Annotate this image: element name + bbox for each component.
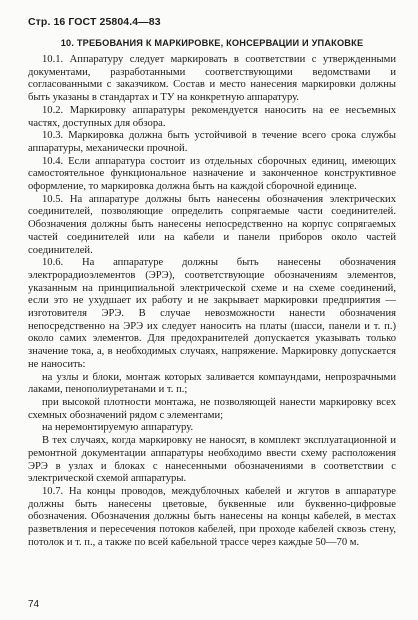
list-item-nonrepairable: на неремонтируемую аппаратуру. bbox=[42, 422, 194, 434]
paragraph-10-3: 10.3. Маркировка должна быть устойчивой в течение всего срока службы аппаратуры, механически прочной. bbox=[28, 130, 396, 154]
section-title: 10. ТРЕБОВАНИЯ К МАРКИРОВКЕ, КОНСЕРВАЦИИ И УПАКОВКЕ bbox=[60, 38, 364, 48]
paragraph-documentation: В тех случаях, когда маркировку не наносят, в комплект эксплуатационной и ремонтной документации аппаратуры необходимо ввести схему расположения ЭРЭ в узлах и блоках с нанесенными обозначениями в соответствии с электрической схемой аппаратуры. bbox=[28, 435, 396, 485]
paragraph-10-5: 10.5. На аппаратуре должны быть нанесены обозначения электрических соединителей, позволяющие определить сопрягаемые части соединителей. Обозначения должны быть нанесены непосредственно на корпус сопрягаемых частей соединителей или на кабели и панели приборов около частей соединителей. bbox=[28, 193, 396, 256]
running-title: Стр. 16 ГОСТ 25804.4—83 bbox=[28, 16, 161, 28]
paragraph-10-6: 10.6. На аппаратуре должны быть нанесены обозначения электрорадиоэлементов (ЭРЭ), соответствующие обозначениям элементов, указанным на принципиальной электрической схеме и на схеме соединений, если это не ухудшает их работу и не закрывает маркировки предприятия — изготовителя ЭРЭ. В случае невозможности нанести обозначения непосредственно на ЭРЭ их следует наносить на платы (шасси, панели и т. п.) около самих элементов. Для предохранителей допускается указывать только значение тока, а, в необходимых случаях, напряжение. Маркировку допускается не наносить: bbox=[28, 257, 396, 370]
paragraph-10-2: 10.2. Маркировку аппаратуры рекомендуется наносить на ее несъемных частях, доступных для обзора. bbox=[28, 104, 396, 129]
paragraph-10-7: 10.7. На концы проводов, междублочных кабелей и жгутов в аппаратуре должны быть нанесены цветовые, буквенные или буквенно-цифровые обозначения. Обозначения должны быть нанесены на концы кабелей, в местах разветвления и пересечения потоков кабелей, при проходе кабелей сквозь стену, потолок и т. п., а также по всей кабельной трассе через каждые 50—70 м. bbox=[28, 485, 396, 548]
page-header bbox=[28, 8, 396, 32]
paragraph-10-1: 10.1. Аппаратуру следует маркировать в соответствии с утвержденными документами, разработанными соответствующими ведомствами и согласованными с заказчиком. Состав и место нанесения маркировки должны быть указаны в стандартах и ТУ на конкретную аппаратуру. bbox=[28, 54, 396, 104]
body-text bbox=[28, 54, 396, 549]
page-number: 74 bbox=[28, 599, 40, 610]
paragraph-10-4: 10.4. Если аппаратура состоит из отдельных сборочных единиц, имеющих самостоятельное функциональное назначение и законченное конструктивное оформление, то маркировка должна быть на каждой сборочной единице. bbox=[28, 155, 396, 193]
list-item-compound: на узлы и блоки, монтаж которых заливается компаундами, непрозрачными лаками, пенополиуретанами и т. п.; bbox=[28, 371, 396, 396]
list-item-density: при высокой плотности монтажа, не позволяющей нанести маркировку всех схемных обозначений рядом с элементами; bbox=[28, 396, 396, 421]
